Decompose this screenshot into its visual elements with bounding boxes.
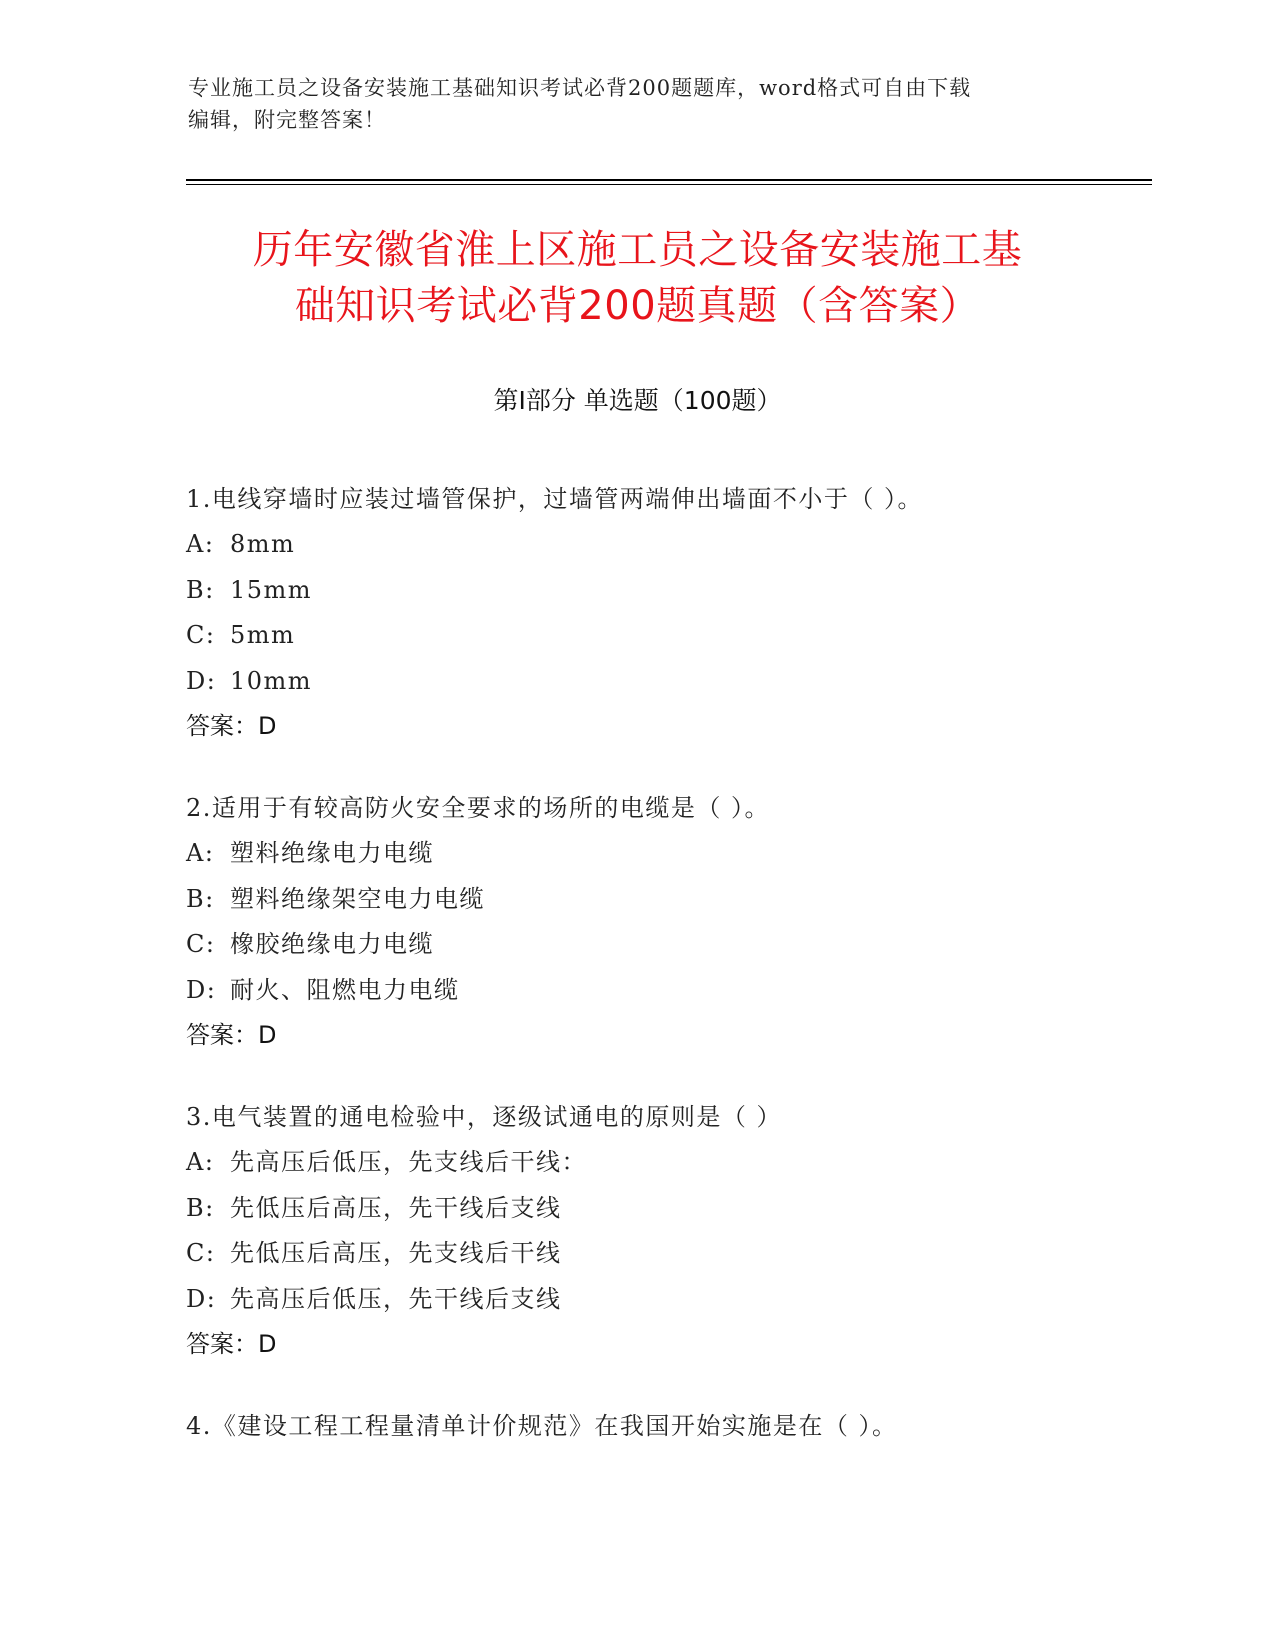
option-letter: B: xyxy=(186,575,215,604)
option-letter: D: xyxy=(186,1284,217,1313)
option-letter: A: xyxy=(186,530,215,558)
question-3 xyxy=(186,1095,1146,1366)
question-answer: 答案：D xyxy=(186,712,277,740)
option-text: 塑料绝缘架空电力电缆 xyxy=(230,884,485,913)
question-option-d xyxy=(186,1277,1146,1323)
question-option-d xyxy=(186,659,1146,705)
question-2 xyxy=(186,786,1146,1057)
question-option-b xyxy=(186,568,1146,614)
option-letter: B: xyxy=(186,884,215,913)
section-title: 第Ⅰ部分 单选题（100题） xyxy=(493,386,782,415)
option-letter: C: xyxy=(186,1239,216,1267)
question-option-c xyxy=(186,922,1146,968)
question-list xyxy=(186,477,1146,1487)
header-divider-thick xyxy=(186,179,1152,181)
header-divider-thin xyxy=(186,184,1152,185)
option-text: 8mm xyxy=(230,530,296,558)
question-stem: 4.《建设工程工程量清单计价规范》在我国开始实施是在（ ）。 xyxy=(186,1412,898,1440)
header-note-line-2: 编辑，附完整答案！ xyxy=(188,108,386,132)
document-title-line-2: 础知识考试必背200题真题（含答案） xyxy=(294,283,981,329)
option-text: 先高压后低压，先干线后支线 xyxy=(230,1284,562,1313)
option-text: 15mm xyxy=(230,575,313,604)
option-text: 10mm xyxy=(230,666,313,695)
question-answer: 答案：D xyxy=(186,1330,277,1358)
option-text: 5mm xyxy=(230,621,296,649)
header-note-line-1: 专业施工员之设备安装施工基础知识考试必背200题题库，word格式可自由下载 xyxy=(188,76,972,100)
question-option-b xyxy=(186,1186,1146,1232)
question-answer: 答案：D xyxy=(186,1021,277,1049)
option-text: 先低压后高压，先干线后支线 xyxy=(230,1193,562,1222)
question-option-a xyxy=(186,1140,1146,1186)
question-option-c xyxy=(186,613,1146,659)
option-text: 橡胶绝缘电力电缆 xyxy=(230,930,434,958)
header-note xyxy=(188,72,1088,136)
question-option-a xyxy=(186,831,1146,877)
option-text: 塑料绝缘电力电缆 xyxy=(230,839,434,867)
option-text: 先低压后高压，先支线后干线 xyxy=(230,1239,562,1267)
question-stem: 3.电气装置的通电检验中，逐级试通电的原则是（ ） xyxy=(186,1103,783,1131)
question-stem: 2.适用于有较高防火安全要求的场所的电缆是（ ）。 xyxy=(186,794,771,822)
question-4 xyxy=(186,1404,1146,1449)
question-option-d xyxy=(186,968,1146,1014)
question-stem: 1.电线穿墙时应装过墙管保护，过墙管两端伸出墙面不小于（ ）。 xyxy=(186,485,924,513)
option-letter: C: xyxy=(186,930,216,958)
option-text: 耐火、阻燃电力电缆 xyxy=(230,975,460,1004)
option-text: 先高压后低压，先支线后干线： xyxy=(230,1148,587,1176)
option-letter: C: xyxy=(186,621,216,649)
question-option-b xyxy=(186,877,1146,923)
question-option-a xyxy=(186,522,1146,568)
question-option-c xyxy=(186,1231,1146,1277)
option-letter: B: xyxy=(186,1193,215,1222)
question-1 xyxy=(186,477,1146,748)
option-letter: A: xyxy=(186,839,215,867)
option-letter: A: xyxy=(186,1148,215,1176)
document-title xyxy=(120,222,1155,334)
option-letter: D: xyxy=(186,666,217,695)
option-letter: D: xyxy=(186,975,217,1004)
document-title-line-1: 历年安徽省淮上区施工员之设备安装施工基 xyxy=(252,227,1023,273)
